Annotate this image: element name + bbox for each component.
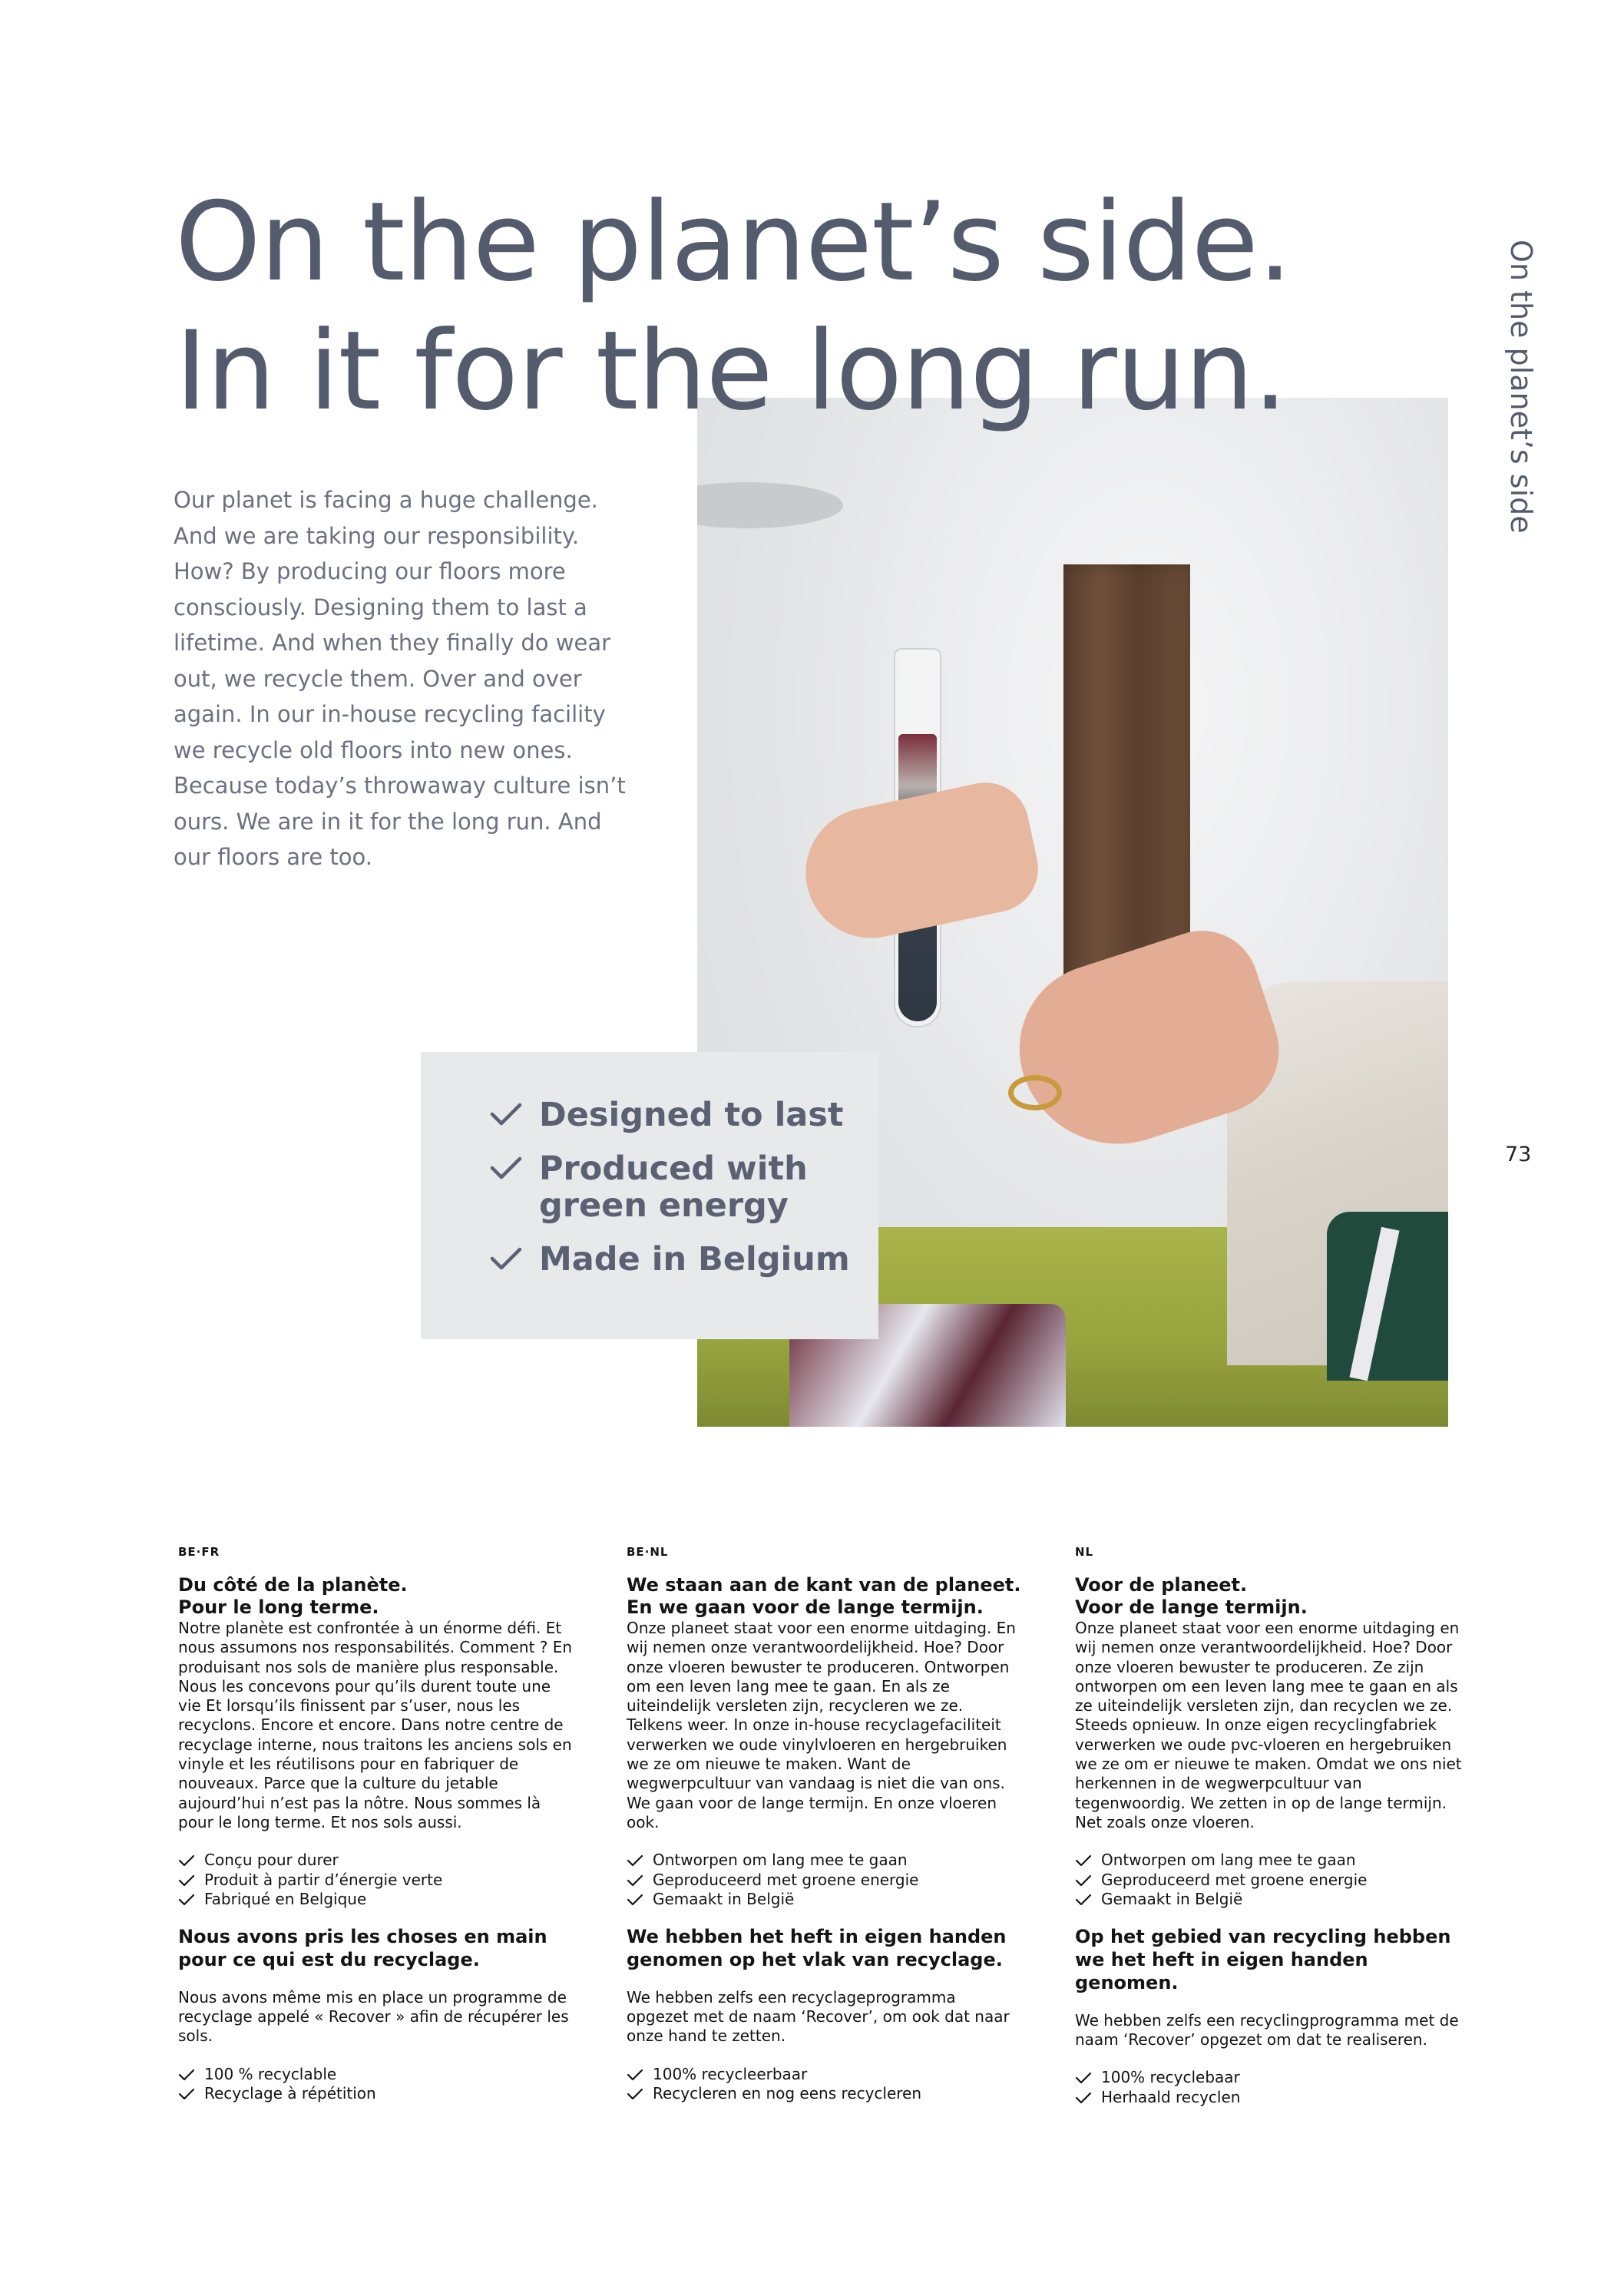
feature-label: Designed to last bbox=[539, 1096, 844, 1134]
list-item bbox=[1075, 1871, 1470, 1891]
list-item bbox=[627, 2084, 1022, 2104]
feature-item bbox=[490, 1241, 878, 1278]
column-list-1 bbox=[1075, 1851, 1470, 1910]
column-subtitle: Op het gebied van recycling hebben we het heft in eigen handen genomen. bbox=[1075, 1925, 1451, 1993]
column-title: Voor de planeet. Voor de lange termijn. bbox=[1075, 1574, 1308, 1618]
list-item-label: 100% recyclebaar bbox=[1101, 2068, 1240, 2087]
checkmark-icon bbox=[490, 1155, 522, 1181]
list-item-label: Gemaakt in België bbox=[653, 1890, 795, 1909]
feature-label: Made in Belgium bbox=[539, 1240, 850, 1279]
column-subtitle: We hebben het heft in eigen handen genomen op het vlak van recyclage. bbox=[627, 1925, 1007, 1970]
checkmark-icon bbox=[178, 1893, 195, 1907]
list-item bbox=[178, 1851, 574, 1871]
column-body-2: Nous avons même mis en place un programme de recyclage appelé « Recover » afin de récupérer les sols. bbox=[178, 1987, 569, 2046]
list-item-label: Recycleren en nog eens recycleren bbox=[653, 2084, 922, 2103]
checkmark-icon bbox=[490, 1101, 522, 1127]
column-nl bbox=[1075, 1545, 1470, 2107]
list-item-label: Conçu pour durer bbox=[204, 1851, 339, 1870]
list-item bbox=[627, 1851, 1022, 1871]
checkmark-icon bbox=[627, 1893, 643, 1907]
features-list bbox=[421, 1052, 878, 1278]
column-body-2: We hebben zelfs een recyclageprogramma opgezet met de naam ‘Recover’, om ook dat naar onze hand te zetten. bbox=[627, 1987, 1010, 2046]
column-subtitle: Nous avons pris les choses en main pour ce qui est du recyclage. bbox=[178, 1925, 547, 1970]
features-box bbox=[421, 1052, 878, 1339]
checkmark-icon bbox=[178, 2068, 195, 2082]
list-item bbox=[627, 1890, 1022, 1910]
checkmark-icon bbox=[1075, 2091, 1092, 2105]
checkmark-icon bbox=[1075, 2071, 1092, 2085]
feature-item bbox=[490, 1097, 878, 1133]
column-be-fr bbox=[178, 1545, 574, 2104]
side-running-title: On the planet’s side bbox=[1504, 240, 1538, 534]
checkmark-icon bbox=[627, 1874, 643, 1887]
list-item bbox=[627, 1871, 1022, 1891]
checkmark-icon bbox=[1075, 1893, 1092, 1907]
column-list-1 bbox=[627, 1851, 1022, 1910]
list-item-label: Gemaakt in België bbox=[1101, 1890, 1243, 1909]
column-body: Onze planeet staat voor een enorme uitdaging en wij nemen onze verantwoordelijkheid. Hoe? Door onze vloeren bewuster te produceren. Ze zijn ontworpen om een leven lang mee te gaan en als ze uiteindelijk versleten zijn, dan recyclen we ze. Steeds opnieuw. In onze eigen recyclingfabriek verwerken we oude pvc-vloeren en hergebruiken we ze om er nieuwe te maken. Omdat we ons niet herkennen in de wegwerpcultuur van tegenwoordig. We zetten in op de lange termijn. Net zoals onze vloeren. bbox=[1075, 1619, 1462, 1831]
photo-ring bbox=[1008, 1075, 1062, 1110]
checkmark-icon bbox=[627, 2068, 643, 2082]
headline-line-1: On the planet’s side. bbox=[175, 179, 1292, 306]
list-item bbox=[178, 1890, 574, 1910]
list-item bbox=[1075, 1890, 1470, 1910]
list-item bbox=[178, 1871, 574, 1891]
column-body-2: We hebben zelfs een recyclingprogramma met de naam ‘Recover’ opgezet om dat te realiseren. bbox=[1075, 2010, 1459, 2050]
list-item bbox=[1075, 2068, 1470, 2088]
checkmark-icon bbox=[1075, 1854, 1092, 1868]
checkmark-icon bbox=[490, 1246, 522, 1272]
intro-paragraph: Our planet is facing a huge challenge. And we are taking our responsibility. How? By producing our floors more consciously. Designing them to last a lifetime. And when they finally do wear out, we recycle them. Over and over again. In our in-house recycling facility we recycle old floors into new ones. Because today’s throwaway culture isn’t ours. We are in it for the long run. And our floors are too. bbox=[174, 487, 626, 870]
list-item bbox=[178, 2084, 574, 2104]
feature-label: Produced with green energy bbox=[539, 1150, 808, 1225]
checkmark-icon bbox=[627, 2087, 643, 2101]
list-item-label: Ontworpen om lang mee te gaan bbox=[1101, 1851, 1356, 1870]
language-tag: NL bbox=[1075, 1545, 1094, 1559]
language-tag: BE·NL bbox=[627, 1545, 669, 1559]
column-be-nl bbox=[627, 1545, 1022, 2104]
headline-line-2: In it for the long run. bbox=[175, 308, 1287, 435]
list-item-label: 100 % recyclable bbox=[204, 2064, 337, 2083]
list-item bbox=[1075, 1851, 1470, 1871]
column-body: Onze planeet staat voor een enorme uitdaging. En wij nemen onze verantwoordelijkheid. Hoe? Door onze vloeren bewuster te produceren. Ontworpen om een leven lang mee te gaan. En als ze uiteindelijk versleten zijn, recycleren we ze. Telkens weer. In onze in-house recyclagefaciliteit verwerken we oude vinylvloeren en hergebruiken we ze om nieuwe te maken. Want de wegwerpcultuur van vandaag is niet die van ons. We gaan voor de lange termijn. En onze vloeren ook. bbox=[627, 1619, 1016, 1831]
checkmark-icon bbox=[178, 2087, 195, 2101]
list-item-label: Recyclage à répétition bbox=[204, 2084, 376, 2103]
list-item-label: 100% recycleerbaar bbox=[653, 2064, 808, 2083]
checkmark-icon bbox=[178, 1854, 195, 1868]
list-item-label: Produit à partir d’énergie verte bbox=[204, 1870, 443, 1889]
list-item-label: Herhaald recyclen bbox=[1101, 2087, 1241, 2106]
checkmark-icon bbox=[627, 1854, 643, 1868]
checkmark-icon bbox=[178, 1874, 195, 1887]
page-headline bbox=[175, 178, 1292, 436]
column-list-2 bbox=[178, 2065, 574, 2104]
list-item bbox=[1075, 2088, 1470, 2108]
column-title: Du côté de la planète. Pour le long terme. bbox=[178, 1574, 408, 1618]
checkmark-icon bbox=[1075, 1874, 1092, 1887]
list-item-label: Geproduceerd met groene energie bbox=[653, 1870, 919, 1889]
column-list-2 bbox=[627, 2065, 1022, 2104]
column-list-2 bbox=[1075, 2068, 1470, 2107]
list-item bbox=[627, 2065, 1022, 2085]
list-item-label: Ontworpen om lang mee te gaan bbox=[653, 1851, 908, 1870]
feature-item bbox=[490, 1150, 878, 1224]
list-item bbox=[178, 2065, 574, 2085]
column-body: Notre planète est confrontée à un énorme défi. Et nous assumons nos responsabilités. Comment ? En produisant nos sols de manière plus responsable. Nous les concevons pour qu’ils durent toute une vie Et lorsqu’ils finissent par s’user, nous les recyclons. Encore et encore. Dans notre centre de recyclage interne, nous traitons les anciens sols en vinyle et les réutilisons pour en fabriquer de nouveaux. Parce que la culture du jetable aujourd’hui n’est pas la nôtre. Nous sommes là pour le long terme. Et nos sols aussi. bbox=[178, 1619, 573, 1831]
page-number: 73 bbox=[1505, 1143, 1532, 1166]
list-item-label: Geproduceerd met groene energie bbox=[1101, 1870, 1368, 1889]
column-title: We staan aan de kant van de planeet. En we gaan voor de lange termijn. bbox=[627, 1574, 1021, 1618]
list-item-label: Fabriqué en Belgique bbox=[204, 1890, 367, 1909]
language-tag: BE·FR bbox=[178, 1545, 220, 1559]
column-list-1 bbox=[178, 1851, 574, 1910]
